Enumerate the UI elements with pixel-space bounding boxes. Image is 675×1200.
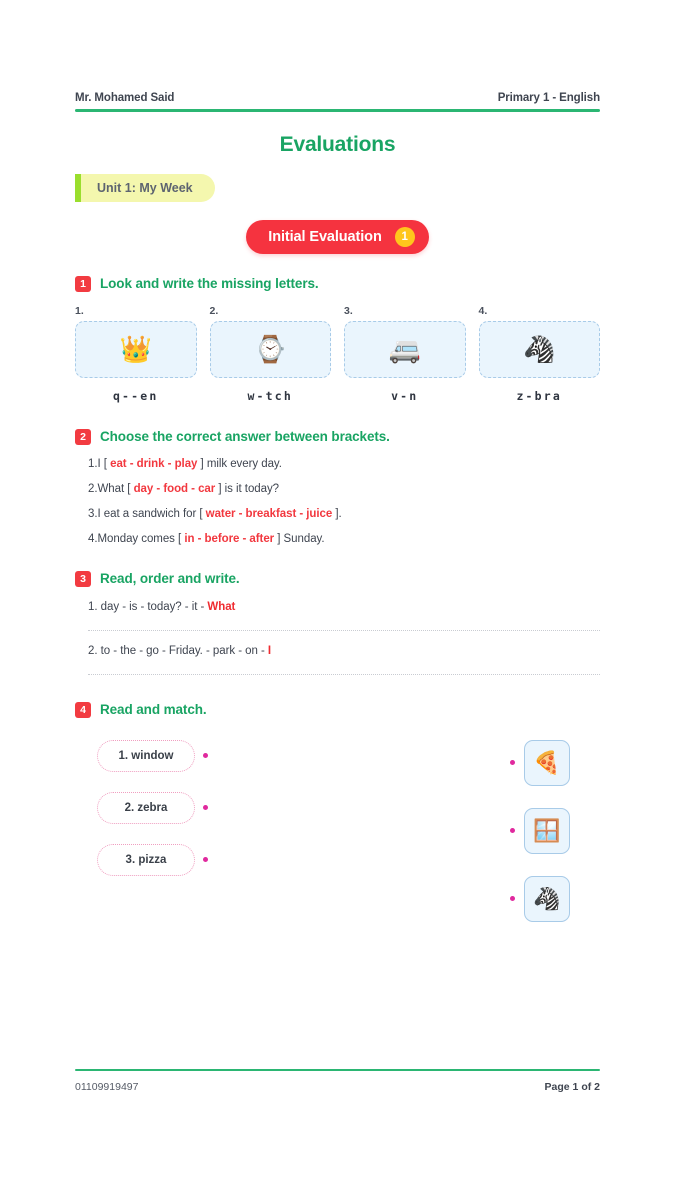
- watch-icon: ⌚: [210, 321, 332, 378]
- page-header: [75, 0, 600, 104]
- question-options[interactable]: water - breakfast - juice: [205, 507, 333, 520]
- match-word-column: [75, 740, 208, 876]
- answer-line[interactable]: [88, 630, 600, 631]
- zebra-match-icon[interactable]: 🦓: [524, 876, 570, 922]
- picture-index: 1.: [75, 304, 84, 317]
- match-word-pill[interactable]: 1. window: [97, 740, 195, 772]
- unit-badge: [75, 174, 215, 202]
- connector-dot[interactable]: [203, 805, 208, 810]
- answer-line[interactable]: [88, 674, 600, 675]
- picture-item: [344, 305, 466, 403]
- page-title: Evaluations: [279, 132, 396, 156]
- exercise-4-heading: [75, 702, 600, 718]
- picture-item: [75, 305, 197, 403]
- question-suffix: ].: [332, 507, 342, 520]
- exercise-4-title: Read and match.: [100, 702, 207, 717]
- match-image-column: [510, 740, 600, 922]
- evaluation-pill-label: Initial Evaluation: [268, 228, 382, 245]
- question-number: 1.: [88, 457, 98, 470]
- match-word-row: [97, 740, 208, 772]
- order-words: to - the - go - Friday. - park - on -: [100, 644, 268, 657]
- question-item[interactable]: [75, 458, 600, 470]
- pizza-icon[interactable]: 🍕: [524, 740, 570, 786]
- teacher-name: Mr. Mohamed Said: [75, 92, 175, 104]
- picture-word[interactable]: w-tch: [247, 388, 294, 403]
- exercise-3-title: Read, order and write.: [100, 571, 240, 586]
- match-image-row: [510, 740, 570, 786]
- question-item[interactable]: [75, 508, 600, 520]
- question-options[interactable]: in - before - after: [184, 532, 275, 545]
- evaluation-pill: [246, 220, 428, 254]
- exercise-4: [75, 702, 600, 922]
- exercise-2: [75, 429, 600, 545]
- header-divider: [75, 109, 600, 112]
- match-word-row: [97, 792, 208, 824]
- page-indicator: Page 1 of 2: [544, 1081, 600, 1093]
- picture-index: 3.: [344, 304, 353, 317]
- order-number: 1.: [88, 600, 98, 613]
- footer-divider: [75, 1069, 600, 1072]
- question-options[interactable]: day - food - car: [133, 482, 216, 495]
- exercise-1-number: 1: [75, 276, 91, 292]
- course-label: Primary 1 - English: [497, 92, 600, 104]
- match-word-pill[interactable]: 2. zebra: [97, 792, 195, 824]
- question-prefix: I eat a sandwich for [: [97, 507, 206, 520]
- picture-item: [210, 305, 332, 403]
- exercise-3-number: 3: [75, 571, 91, 587]
- question-item[interactable]: [75, 483, 600, 495]
- connector-dot[interactable]: [510, 828, 515, 833]
- unit-badge-label: Unit 1: My Week: [97, 180, 193, 195]
- order-item: [75, 601, 600, 613]
- exercise-1-heading: [75, 276, 600, 292]
- question-suffix: ] Sunday.: [274, 532, 325, 545]
- question-item[interactable]: [75, 533, 600, 545]
- match-image-row: [510, 876, 570, 922]
- exercise-3-heading: [75, 571, 600, 587]
- order-words: day - is - today? - it -: [100, 600, 208, 613]
- picture-item: [479, 305, 601, 403]
- page-footer: [75, 1069, 600, 1094]
- order-highlight-word: What: [207, 600, 236, 613]
- zebra-icon: 🦓: [479, 321, 601, 378]
- evaluation-pill-row: [75, 220, 600, 254]
- question-number: 3.: [88, 507, 98, 520]
- crown-icon: 👑: [75, 321, 197, 378]
- connector-dot[interactable]: [510, 760, 515, 765]
- exercise-2-heading: [75, 429, 600, 445]
- question-prefix: Monday comes [: [97, 532, 185, 545]
- question-suffix: ] milk every day.: [197, 457, 282, 470]
- match-word-row: [97, 844, 208, 876]
- contact-phone: 01109919497: [75, 1081, 139, 1093]
- question-list: [75, 458, 600, 545]
- picture-word[interactable]: v-n: [391, 388, 419, 403]
- exercise-4-number: 4: [75, 702, 91, 718]
- picture-grid: [75, 305, 600, 403]
- exercise-1: [75, 276, 600, 403]
- picture-word[interactable]: z-bra: [516, 388, 563, 403]
- picture-index: 2.: [209, 304, 219, 317]
- question-number: 4.: [88, 532, 98, 545]
- order-highlight-word: I: [267, 644, 272, 657]
- question-prefix: What [: [97, 482, 134, 495]
- van-icon: 🚐: [344, 321, 466, 378]
- order-item: [75, 645, 600, 657]
- window-icon[interactable]: 🪟: [524, 808, 570, 854]
- question-prefix: I [: [97, 457, 111, 470]
- exercise-1-title: Look and write the missing letters.: [100, 276, 319, 291]
- picture-word[interactable]: q--en: [112, 388, 159, 403]
- connector-dot[interactable]: [510, 896, 515, 901]
- exercise-3: [75, 571, 600, 675]
- order-number: 2.: [88, 644, 98, 657]
- match-area: [75, 740, 600, 922]
- exercise-2-number: 2: [75, 429, 91, 445]
- connector-dot[interactable]: [203, 753, 208, 758]
- question-suffix: ] is it today?: [215, 482, 280, 495]
- question-number: 2.: [88, 482, 98, 495]
- match-image-row: [510, 808, 570, 854]
- match-word-pill[interactable]: 3. pizza: [97, 844, 195, 876]
- exercise-2-title: Choose the correct answer between brackets.: [100, 429, 390, 444]
- order-list: [75, 601, 600, 675]
- evaluation-pill-number: 1: [395, 227, 415, 247]
- picture-index: 4.: [478, 304, 488, 317]
- footer-row: [75, 1081, 600, 1093]
- question-options[interactable]: eat - drink - play: [110, 457, 198, 470]
- connector-dot[interactable]: [203, 857, 208, 862]
